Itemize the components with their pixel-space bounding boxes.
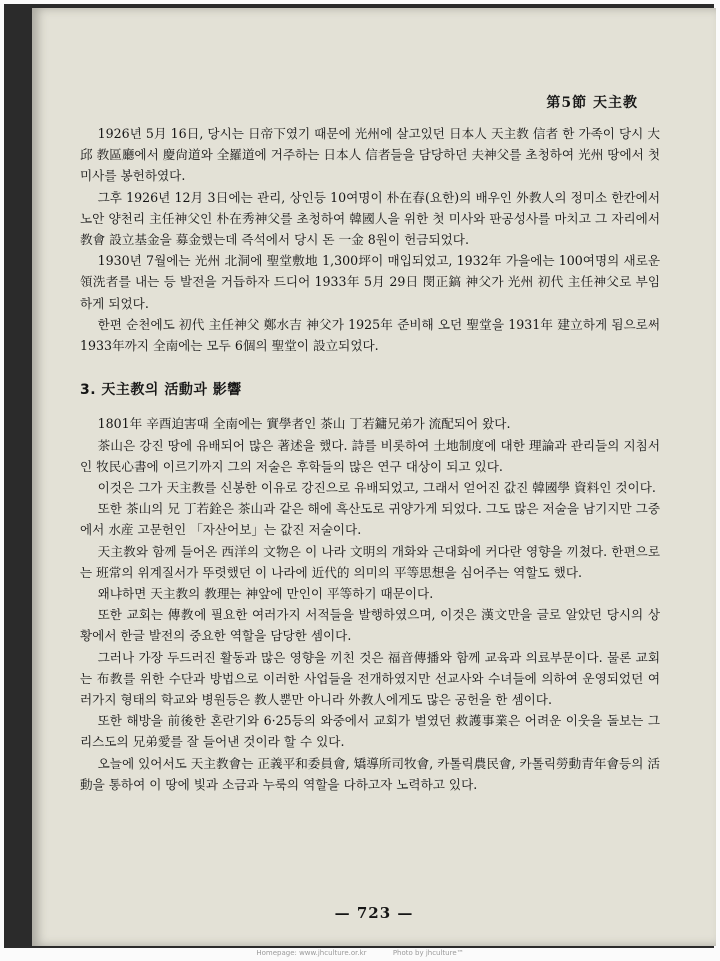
book-page: [32, 8, 716, 946]
paragraph: 그러나 가장 두드러진 활동과 많은 영향을 끼친 것은 福音傳播와 함께 교육과 의료부문이다. 물론 교회는 布教를 위한 수단과 방법으로 이러한 사업들을 전개하였지만 선교사와 수녀들에 의하여 운영되었던 여러가지 형태의 학교와 병원등은 教人뿐만 아니라 外教人에게도 많은 공헌을 한 셈이다.: [80, 649, 660, 708]
paragraph: 왜냐하면 天主教의 教理는 神앞에 만인이 平等하기 때문이다.: [97, 586, 434, 602]
paragraph: 또한 茶山의 兄 丁若銓은 茶山과 같은 해에 흑산도로 귀양가게 되었다. 그도 많은 저술을 남기지만 그중에서 水産 고문헌인 「자산어보」는 값진 저술이다.: [80, 501, 660, 538]
paragraph: 1801年 辛酉迫害때 全南에는 實學者인 茶山 丁若鏞兄弟가 流配되어 왔다.: [97, 416, 511, 432]
body-text: [80, 123, 660, 795]
paragraph: 1930년 7월에는 光州 北洞에 聖堂敷地 1,300坪이 매입되었고, 1932年 가을에는 100여명의 새로운 領洗者를 내는 등 발전을 거듭하자 드디어 1933年 5月 29日 閔正鎬 神父가 光州 初代 主任神父로 부임하게 되었다.: [80, 253, 660, 311]
paragraph: 1926년 5月 16日, 당시는 日帝下였기 때문에 光州에 살고있던 日本人 天主教 信者 한 가족이 당시 大邱 教區廳에서 慶尙道와 全羅道에 거주하는 日本人 信者들을 담당하던 夫神父를 초청하여 光州 땅에서 첫 미사를 봉헌하였다.: [80, 126, 660, 184]
paragraph: 또한 해방을 前後한 혼란기와 6·25등의 와중에서 교회가 벌였던 救護事業은 어려운 이웃을 돌보는 그리스도의 兄弟愛를 잘 들어낸 것이라 할 수 있다.: [80, 713, 660, 750]
homepage-credit: Homepage: www.jhculture.or.kr: [256, 949, 367, 957]
paragraph: 이것은 그가 天主教를 신봉한 이유로 강진으로 유배되었고, 그래서 얻어진 값진 韓國學 資料인 것이다.: [97, 480, 656, 496]
paragraph: 天主教와 함께 들어온 西洋의 文物은 이 나라 文明의 개화와 근대화에 커다란 영향을 끼쳤다. 한편으로는 班常의 위계질서가 뚜렷했던 이 나라에 近代的 의미의 平等思想을 심어주는 역할도 했다.: [80, 543, 660, 580]
photo-credit: [0, 949, 720, 957]
running-header: 第5節 天主教: [546, 95, 638, 111]
paragraph: 그후 1926년 12月 3日에는 관리, 상인등 10여명이 朴在春(요한)의 배우인 外教人의 정미소 한칸에서 노안 양천리 主任神父인 朴在秀神父를 초청하여 韓國人을 위한 첫 미사와 판공성사를 마치고 그 자리에서 教會 設立基金을 募金했는데 즉석에서 당시 돈 一金 8원이 헌금되었다.: [80, 189, 660, 248]
paragraph: 한편 순천에도 初代 主任神父 鄭水吉 神父가 1925年 준비해 오던 聖堂을 1931年 建立하게 됨으로써 1933年까지 全南에는 모두 6個의 聖堂이 設立되었다.: [80, 316, 660, 354]
paragraph: 오늘에 있어서도 天主教會는 正義平和委員會, 矯導所司牧會, 카톨릭農民會, 카톨릭勞動青年會등의 活動을 통하여 이 땅에 빛과 소금과 누룩의 역할을 다하고자 노력하고 있다.: [80, 755, 660, 792]
paragraph: 茶山은 강진 땅에 유배되어 많은 著述을 했다. 詩를 비롯하여 土地制度에 대한 理論과 관리들의 지침서인 牧民心書에 이르기까지 그의 저술은 후학들의 많은 연구 대상이 되고 있다.: [80, 437, 660, 474]
section-heading: 3. 天主教의 活動과 影響: [80, 382, 242, 399]
paragraph: 또한 교회는 傳教에 필요한 여러가지 서적들을 발행하였으며, 이것은 漢文만을 글로 알았던 당시의 상황에서 한글 발전의 중요한 역할을 담당한 셈이다.: [80, 607, 660, 644]
photo-credit-text: Photo by jhculture™: [392, 949, 464, 957]
page-number: — 723 —: [334, 904, 414, 922]
